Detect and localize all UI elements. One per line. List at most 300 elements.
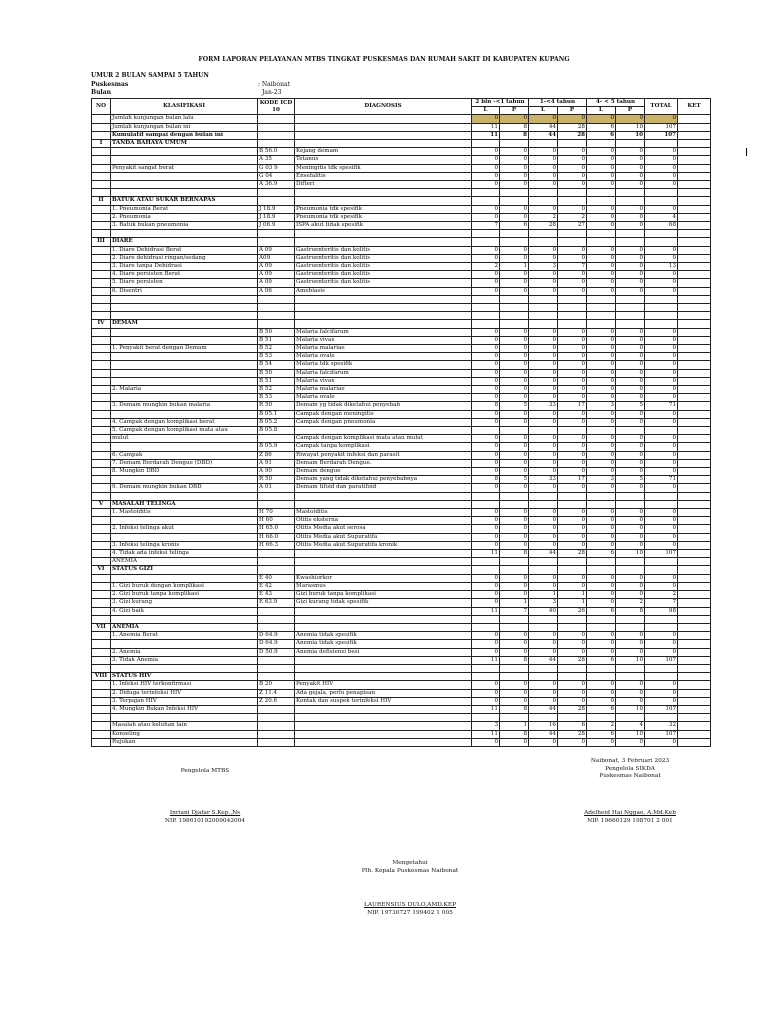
- table-row: [92, 164, 711, 172]
- empty-cell: [587, 623, 616, 631]
- table-row: [92, 312, 711, 320]
- value-cell: 0: [529, 468, 558, 476]
- kode-icd-cell: A 01: [258, 484, 295, 492]
- ket-cell: [678, 418, 711, 426]
- value-cell: 0: [500, 435, 529, 443]
- section-row: [92, 500, 711, 508]
- value-cell: 0: [529, 345, 558, 353]
- value-cell: 0: [587, 148, 616, 156]
- value-cell: 0: [529, 172, 558, 180]
- value-cell: 0: [558, 181, 587, 189]
- col-l: L: [472, 107, 500, 115]
- no-cell: [92, 328, 111, 336]
- value-cell: 0: [529, 681, 558, 689]
- signature-right-role1: Pengelola SIKDA: [605, 765, 655, 772]
- signature-center-line2: Plh. Kepala Puskesmas Naibonat: [361, 867, 459, 874]
- empty-cell: [558, 673, 587, 681]
- empty-cell: [472, 623, 500, 631]
- value-cell: 0: [616, 418, 645, 426]
- value-cell: [587, 664, 616, 672]
- klasifikasi-cell: [111, 394, 258, 402]
- diagnosis-cell: Gastroenteritis dan kolitis: [295, 279, 472, 287]
- value-cell: 0: [645, 459, 678, 467]
- value-cell: 0: [616, 164, 645, 172]
- ket-cell: [678, 730, 711, 738]
- ket-cell: [678, 410, 711, 418]
- value-cell: 0: [500, 648, 529, 656]
- klasifikasi-cell: Penyakit sangat berat: [111, 164, 258, 172]
- value-cell: 0: [616, 648, 645, 656]
- value-cell: 0: [616, 632, 645, 640]
- value-cell: 0: [558, 738, 587, 746]
- value-cell: 0: [558, 172, 587, 180]
- ket-cell: [678, 386, 711, 394]
- kode-icd-cell: B 05.1: [258, 410, 295, 418]
- table-row: [92, 615, 711, 623]
- table-row: [92, 689, 711, 697]
- kode-icd-cell: B 50: [258, 369, 295, 377]
- kode-icd-cell: R 50: [258, 402, 295, 410]
- value-cell: 0: [529, 361, 558, 369]
- value-cell: 0: [616, 353, 645, 361]
- empty-cell: [500, 566, 529, 574]
- no-cell: [92, 164, 111, 172]
- table-row: [92, 254, 711, 262]
- value-cell: 0: [587, 648, 616, 656]
- section-title: DIARE: [111, 238, 258, 246]
- ket-cell: [678, 459, 711, 467]
- value-cell: 0: [616, 509, 645, 517]
- value-cell: 0: [587, 632, 616, 640]
- value-cell: [472, 664, 500, 672]
- diagnosis-cell: Anemia tidak spesifik: [295, 640, 472, 648]
- kode-cell: [258, 730, 295, 738]
- klasifikasi-cell: 9. Demam mungkin bukan DBD: [111, 484, 258, 492]
- value-cell: 28: [558, 730, 587, 738]
- diag-cell: [295, 115, 472, 123]
- value-cell: [472, 312, 500, 320]
- kode-icd-cell: J 18.9: [258, 213, 295, 221]
- value-cell: 0: [558, 574, 587, 582]
- value-cell: [529, 295, 558, 303]
- ket-cell: [678, 435, 711, 443]
- value-cell: 4: [616, 722, 645, 730]
- value-cell: 0: [587, 377, 616, 385]
- value-cell: 0: [645, 246, 678, 254]
- table-row: [92, 599, 711, 607]
- kode-cell: [258, 115, 295, 123]
- no-cell: [92, 648, 111, 656]
- value-cell: 1: [500, 599, 529, 607]
- klasifikasi-cell: [111, 353, 258, 361]
- klasifikasi-cell: 7. Demam Berdarah Dengue (DBD): [111, 459, 258, 467]
- value-cell: 6: [587, 131, 616, 139]
- footer-label: Masalah atau keluhan lain: [111, 722, 258, 730]
- table-row: [92, 156, 711, 164]
- value-cell: 71: [645, 476, 678, 484]
- value-cell: [645, 312, 678, 320]
- empty-cell: [472, 238, 500, 246]
- value-cell: 0: [645, 386, 678, 394]
- table-row: [92, 328, 711, 336]
- value-cell: 6: [587, 123, 616, 131]
- value-cell: 0: [616, 377, 645, 385]
- ket-cell: [678, 632, 711, 640]
- ket-cell: [678, 484, 711, 492]
- diagnosis-cell: Demam yang tidak diketahui penyebabnya: [295, 476, 472, 484]
- kode-icd-cell: A 91: [258, 459, 295, 467]
- empty-cell: [616, 500, 645, 508]
- ket-cell: [678, 582, 711, 590]
- kode-icd-cell: A 06: [258, 287, 295, 295]
- diagnosis-cell: [295, 607, 472, 615]
- value-cell: 0: [558, 451, 587, 459]
- ket-cell: [678, 689, 711, 697]
- value-cell: 0: [587, 410, 616, 418]
- value-cell: 0: [616, 336, 645, 344]
- value-cell: [587, 558, 616, 566]
- value-cell: 10: [616, 656, 645, 664]
- diagnosis-cell: [295, 558, 472, 566]
- value-cell: 0: [587, 336, 616, 344]
- kode-icd-cell: B 20: [258, 681, 295, 689]
- ket-cell: [678, 705, 711, 713]
- signature-right: [570, 810, 690, 825]
- ket-cell: [678, 574, 711, 582]
- value-cell: 0: [645, 287, 678, 295]
- klasifikasi-cell: [111, 230, 258, 238]
- empty-cell: [558, 500, 587, 508]
- empty-cell: [678, 197, 711, 205]
- table-row: [92, 246, 711, 254]
- signature-center-header: [330, 860, 490, 875]
- kode-icd-cell: B 53: [258, 394, 295, 402]
- empty-cell: [616, 320, 645, 328]
- klasifikasi-cell: 6. Disentri: [111, 287, 258, 295]
- ket-cell: [678, 115, 711, 123]
- ket-cell: [678, 615, 711, 623]
- value-cell: 0: [558, 148, 587, 156]
- klasifikasi-cell: 2. Pneumonia: [111, 213, 258, 221]
- value-cell: 0: [472, 533, 500, 541]
- ket-cell: [678, 591, 711, 599]
- diagnosis-cell: ISPA akut tidak spesifik: [295, 222, 472, 230]
- ket-cell: [678, 468, 711, 476]
- value-cell: 0: [529, 509, 558, 517]
- value-cell: 0: [472, 574, 500, 582]
- value-cell: 0: [587, 509, 616, 517]
- value-cell: 0: [529, 484, 558, 492]
- kode-icd-cell: D 50.9: [258, 648, 295, 656]
- value-cell: 0: [500, 386, 529, 394]
- section-number: III: [92, 238, 111, 246]
- kode-icd-cell: B 52: [258, 386, 295, 394]
- value-cell: 0: [616, 213, 645, 221]
- table-row: [92, 304, 711, 312]
- col-p: P: [500, 107, 529, 115]
- empty-cell: [258, 500, 295, 508]
- value-cell: [616, 664, 645, 672]
- diag-cell: [295, 123, 472, 131]
- kode-icd-cell: [258, 714, 295, 722]
- value-cell: 0: [529, 246, 558, 254]
- ket-cell: [678, 550, 711, 558]
- table-row: [92, 148, 711, 156]
- diagnosis-cell: Anemia defisiensi besi: [295, 648, 472, 656]
- kode-icd-cell: A 36.9: [258, 181, 295, 189]
- no-cell: [92, 541, 111, 549]
- table-row: [92, 361, 711, 369]
- value-cell: 0: [472, 418, 500, 426]
- kode-icd-cell: A 09: [258, 246, 295, 254]
- value-cell: 11: [472, 705, 500, 713]
- value-cell: [558, 492, 587, 500]
- value-cell: 0: [616, 205, 645, 213]
- value-cell: [587, 230, 616, 238]
- value-cell: 0: [587, 246, 616, 254]
- value-cell: 0: [529, 533, 558, 541]
- value-cell: 0: [472, 681, 500, 689]
- empty-cell: [645, 673, 678, 681]
- diagnosis-cell: Demam dengue: [295, 468, 472, 476]
- empty-cell: [500, 623, 529, 631]
- table-row: [92, 574, 711, 582]
- no-cell: [92, 468, 111, 476]
- no-cell: [92, 427, 111, 435]
- no-cell: [92, 697, 111, 705]
- diagnosis-cell: [295, 705, 472, 713]
- value-cell: 0: [529, 328, 558, 336]
- diagnosis-cell: Malaria tdk spesifik: [295, 361, 472, 369]
- value-cell: 0: [645, 443, 678, 451]
- value-cell: 0: [645, 361, 678, 369]
- value-cell: 0: [587, 681, 616, 689]
- kode-icd-cell: B 54: [258, 361, 295, 369]
- diagnosis-cell: [295, 714, 472, 722]
- ket-cell: [678, 222, 711, 230]
- bulan-label: Bulan: [91, 89, 111, 96]
- col-l: L: [529, 107, 558, 115]
- klasifikasi-cell: 4. Campak dengan komplikasi berat: [111, 418, 258, 426]
- value-cell: 6: [558, 722, 587, 730]
- value-cell: 8: [500, 705, 529, 713]
- kode-icd-cell: [258, 295, 295, 303]
- value-cell: 0: [616, 345, 645, 353]
- value-cell: 0: [529, 525, 558, 533]
- value-cell: 0: [500, 148, 529, 156]
- ket-cell: [678, 230, 711, 238]
- value-cell: 8: [616, 607, 645, 615]
- value-cell: 0: [558, 648, 587, 656]
- value-cell: 0: [500, 271, 529, 279]
- table-row: [92, 541, 711, 549]
- value-cell: 32: [645, 722, 678, 730]
- kode-icd-cell: Z 11.4: [258, 689, 295, 697]
- value-cell: 0: [500, 172, 529, 180]
- kode-icd-cell: R 50: [258, 476, 295, 484]
- value-cell: 0: [616, 681, 645, 689]
- empty-cell: [472, 566, 500, 574]
- ket-cell: [678, 304, 711, 312]
- value-cell: 107: [645, 656, 678, 664]
- diagnosis-cell: Gizi buruk tanpa komplikasi: [295, 591, 472, 599]
- klasifikasi-cell: [111, 189, 258, 197]
- value-cell: 0: [472, 697, 500, 705]
- value-cell: 0: [645, 377, 678, 385]
- diagnosis-cell: Pneumonia tdk spesifik: [295, 205, 472, 213]
- value-cell: 0: [587, 386, 616, 394]
- signature-right-role2: Puskesmas Naibonat: [599, 773, 661, 779]
- value-cell: 0: [500, 533, 529, 541]
- signature-right-date: Naibonat, 3 Februari 2023: [590, 758, 670, 764]
- no-cell: [92, 574, 111, 582]
- value-cell: 71: [645, 402, 678, 410]
- value-cell: 0: [587, 533, 616, 541]
- empty-cell: [645, 500, 678, 508]
- value-cell: 0: [472, 205, 500, 213]
- value-cell: [529, 189, 558, 197]
- diagnosis-cell: [295, 312, 472, 320]
- value-cell: 0: [616, 394, 645, 402]
- footer-label: Rujukan: [111, 738, 258, 746]
- value-cell: 0: [616, 156, 645, 164]
- klasifikasi-cell: 4. Gizi baik: [111, 607, 258, 615]
- table-row: [92, 451, 711, 459]
- table-row: [92, 369, 711, 377]
- value-cell: 0: [529, 287, 558, 295]
- diagnosis-cell: Otitis Media akut Supuratifa: [295, 533, 472, 541]
- value-cell: [500, 304, 529, 312]
- value-cell: 0: [645, 632, 678, 640]
- value-cell: 0: [472, 172, 500, 180]
- no-cell: [92, 632, 111, 640]
- no-cell: [92, 640, 111, 648]
- value-cell: [645, 664, 678, 672]
- klasifikasi-cell: [111, 312, 258, 320]
- table-row: [92, 525, 711, 533]
- value-cell: 0: [500, 287, 529, 295]
- value-cell: 4: [645, 213, 678, 221]
- klasifikasi-cell: 4. Tidak ada infeksi telinga: [111, 550, 258, 558]
- value-cell: 0: [500, 418, 529, 426]
- value-cell: 0: [529, 386, 558, 394]
- value-cell: 0: [500, 582, 529, 590]
- value-cell: [472, 714, 500, 722]
- value-cell: 0: [500, 369, 529, 377]
- empty-cell: [500, 197, 529, 205]
- empty-cell: [587, 673, 616, 681]
- value-cell: 6: [587, 550, 616, 558]
- klasifikasi-cell: 3. Diare tanpa Dehidrasi: [111, 263, 258, 271]
- value-cell: 98: [645, 607, 678, 615]
- ket-cell: [678, 558, 711, 566]
- value-cell: [616, 312, 645, 320]
- value-cell: 0: [587, 394, 616, 402]
- table-row: [92, 550, 711, 558]
- value-cell: 0: [645, 689, 678, 697]
- value-cell: 0: [472, 246, 500, 254]
- empty-cell: [295, 320, 472, 328]
- diagnosis-cell: Gastroenteritis dan kolitis: [295, 271, 472, 279]
- klasifikasi-cell: 5. Diare persisten: [111, 279, 258, 287]
- empty-cell: [295, 673, 472, 681]
- value-cell: 0: [645, 115, 678, 123]
- puskesmas-label: Puskesmas: [91, 81, 129, 88]
- table-row: [92, 492, 711, 500]
- value-cell: [558, 664, 587, 672]
- value-cell: [587, 615, 616, 623]
- value-cell: 0: [616, 459, 645, 467]
- value-cell: 0: [645, 336, 678, 344]
- value-cell: [500, 295, 529, 303]
- empty-cell: [616, 197, 645, 205]
- kode-icd-cell: [258, 550, 295, 558]
- value-cell: [616, 230, 645, 238]
- klasifikasi-cell: [111, 377, 258, 385]
- table-row: [92, 295, 711, 303]
- kode-icd-cell: [258, 705, 295, 713]
- value-cell: 0: [529, 353, 558, 361]
- value-cell: 0: [645, 697, 678, 705]
- value-cell: 0: [529, 164, 558, 172]
- kode-cell: [258, 722, 295, 730]
- value-cell: 0: [529, 418, 558, 426]
- empty-cell: [529, 140, 558, 148]
- no-cell: [92, 148, 111, 156]
- ket-cell: [678, 369, 711, 377]
- kode-icd-cell: B 52: [258, 345, 295, 353]
- value-cell: [529, 312, 558, 320]
- no-cell: [92, 722, 111, 730]
- value-cell: [616, 492, 645, 500]
- value-cell: 3: [529, 599, 558, 607]
- value-cell: 0: [500, 689, 529, 697]
- diagnosis-cell: Malaria falcifarum: [295, 328, 472, 336]
- ket-cell: [678, 443, 711, 451]
- value-cell: 0: [645, 574, 678, 582]
- empty-cell: [587, 320, 616, 328]
- table-row: [92, 697, 711, 705]
- table-row: [92, 681, 711, 689]
- ket-cell: [678, 189, 711, 197]
- value-cell: 0: [645, 254, 678, 262]
- diagnosis-cell: Riwayat penyakit infeksi dan parasit: [295, 451, 472, 459]
- table-row: [92, 435, 711, 443]
- col-age-2: 1-<4 tahun: [529, 99, 587, 107]
- no-cell: [92, 189, 111, 197]
- empty-cell: [258, 623, 295, 631]
- value-cell: 0: [529, 205, 558, 213]
- empty-cell: [558, 197, 587, 205]
- value-cell: 0: [472, 525, 500, 533]
- value-cell: 0: [500, 345, 529, 353]
- value-cell: 10: [616, 131, 645, 139]
- value-cell: [558, 189, 587, 197]
- value-cell: 0: [500, 517, 529, 525]
- empty-cell: [645, 197, 678, 205]
- kode-icd-cell: [258, 304, 295, 312]
- value-cell: [645, 492, 678, 500]
- value-cell: 44: [529, 131, 558, 139]
- puskesmas-value: : Naibonat: [258, 81, 290, 88]
- value-cell: 0: [472, 377, 500, 385]
- no-cell: [92, 443, 111, 451]
- value-cell: 0: [529, 697, 558, 705]
- value-cell: 10: [616, 550, 645, 558]
- empty-cell: [258, 238, 295, 246]
- klasifikasi-cell: [111, 615, 258, 623]
- value-cell: [529, 664, 558, 672]
